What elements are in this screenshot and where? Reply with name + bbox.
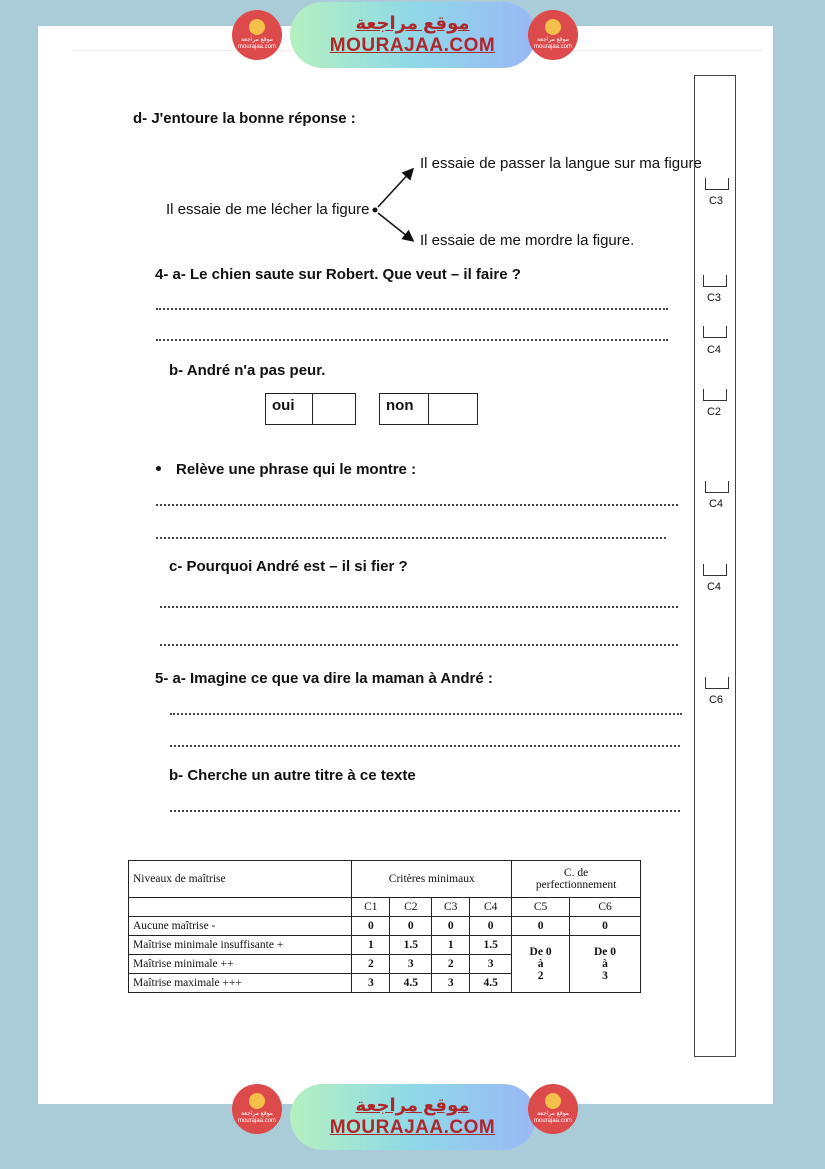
score-cell: 1 (432, 936, 470, 955)
criterion-header: C2 (390, 898, 432, 917)
branch-arrows-icon (368, 160, 424, 250)
logo-icon (545, 19, 561, 35)
question-4b: b- André n'a pas peur. (169, 362, 326, 379)
logo-badge-right-top: موقع مراجعة mourajaa.com (528, 10, 578, 60)
c5-range-cell: De 0 à 2 (512, 936, 570, 993)
site-url: MOURAJAA.COM (329, 35, 496, 56)
score-box[interactable] (703, 326, 727, 338)
criterion-label: C3 (708, 195, 724, 207)
score-cell: 0 (352, 917, 390, 936)
answer-line[interactable] (170, 745, 680, 747)
score-box[interactable] (705, 677, 729, 689)
score-cell: 3 (352, 974, 390, 993)
site-name-arabic: موقع مراجعة (355, 13, 470, 33)
option-top[interactable]: Il essaie de passer la langue sur ma figure (420, 155, 702, 172)
logo-badge-left-top: موقع مراجعة mourajaa.com (232, 10, 282, 60)
criterion-label: C2 (706, 406, 722, 418)
score-cell: 3 (432, 974, 470, 993)
answer-line[interactable] (156, 537, 666, 539)
criterion-label: C4 (706, 344, 722, 356)
criterion-label: C4 (706, 581, 722, 593)
score-cell: 4.5 (470, 974, 512, 993)
site-url: MOURAJAA.COM (329, 1117, 496, 1138)
score-cell: 3 (390, 955, 432, 974)
logo-badge-right-bottom: موقع مراجعة mourajaa.com (528, 1084, 578, 1134)
option-bottom[interactable]: Il essaie de me mordre la figure. (420, 232, 635, 249)
score-cell: 0 (470, 917, 512, 936)
score-box[interactable] (705, 481, 729, 493)
answer-line[interactable] (170, 713, 682, 715)
question-4a: 4- a- Le chien saute sur Robert. Que veut – il faire ? (155, 266, 521, 283)
site-banner-top[interactable] (290, 2, 536, 68)
score-box[interactable] (705, 178, 729, 190)
score-cell: 1.5 (470, 936, 512, 955)
empty-cell (129, 898, 352, 917)
section-d-heading: d- J'entoure la bonne réponse : (133, 110, 356, 127)
criterion-label: C4 (708, 498, 724, 510)
answer-line[interactable] (160, 606, 678, 608)
site-name-arabic: موقع مراجعة (355, 1095, 470, 1115)
c6-range-cell: De 0 à 3 (570, 936, 641, 993)
criterion-header: C3 (432, 898, 470, 917)
answer-box-oui[interactable] (265, 393, 356, 425)
bullet-prompt: Relève une phrase qui le montre : (176, 461, 417, 478)
bullet-icon (156, 466, 161, 471)
score-cell: 0 (432, 917, 470, 936)
logo-icon (249, 19, 265, 35)
score-box[interactable] (703, 389, 727, 401)
score-cell: 1 (352, 936, 390, 955)
criterion-header: C5 (512, 898, 570, 917)
level-label: Aucune maîtrise - (129, 917, 352, 936)
answer-box-non[interactable] (379, 393, 478, 425)
score-cell: 0 (390, 917, 432, 936)
score-box[interactable] (703, 275, 727, 287)
criterion-label: C3 (706, 292, 722, 304)
min-criteria-header: Critères minimaux (352, 861, 512, 898)
perf-criteria-header: C. de perfectionnement (512, 861, 641, 898)
question-5a: 5- a- Imagine ce que va dire la maman à André : (155, 670, 493, 687)
question-4c: c- Pourquoi André est – il si fier ? (169, 558, 408, 575)
criterion-header: C1 (352, 898, 390, 917)
answer-line[interactable] (156, 504, 678, 506)
criterion-header: C4 (470, 898, 512, 917)
logo-icon (545, 1093, 561, 1109)
level-label: Maîtrise minimale insuffisante + (129, 936, 352, 955)
levels-header: Niveaux de maîtrise (129, 861, 352, 898)
criterion-header: C6 (570, 898, 641, 917)
score-cell: 2 (352, 955, 390, 974)
logo-badge-left-bottom: موقع مراجعة mourajaa.com (232, 1084, 282, 1134)
grading-table (128, 860, 641, 993)
score-cell: 2 (432, 955, 470, 974)
answer-line[interactable] (156, 308, 668, 310)
score-cell: 3 (470, 955, 512, 974)
oui-label: oui (266, 394, 313, 424)
level-label: Maîtrise minimale ++ (129, 955, 352, 974)
criterion-label: C6 (708, 694, 724, 706)
logo-icon (249, 1093, 265, 1109)
answer-line[interactable] (170, 810, 680, 812)
answer-line[interactable] (156, 339, 668, 341)
score-box[interactable] (703, 564, 727, 576)
question-5b: b- Cherche un autre titre à ce texte (169, 767, 416, 784)
score-cell: 0 (570, 917, 641, 936)
score-cell: 0 (512, 917, 570, 936)
score-cell: 1.5 (390, 936, 432, 955)
answer-line[interactable] (160, 644, 678, 646)
level-label: Maîtrise maximale +++ (129, 974, 352, 993)
site-banner-bottom[interactable] (290, 1084, 536, 1150)
non-label: non (380, 394, 429, 424)
score-cell: 4.5 (390, 974, 432, 993)
stem-phrase: Il essaie de me lécher la figure (166, 201, 370, 218)
